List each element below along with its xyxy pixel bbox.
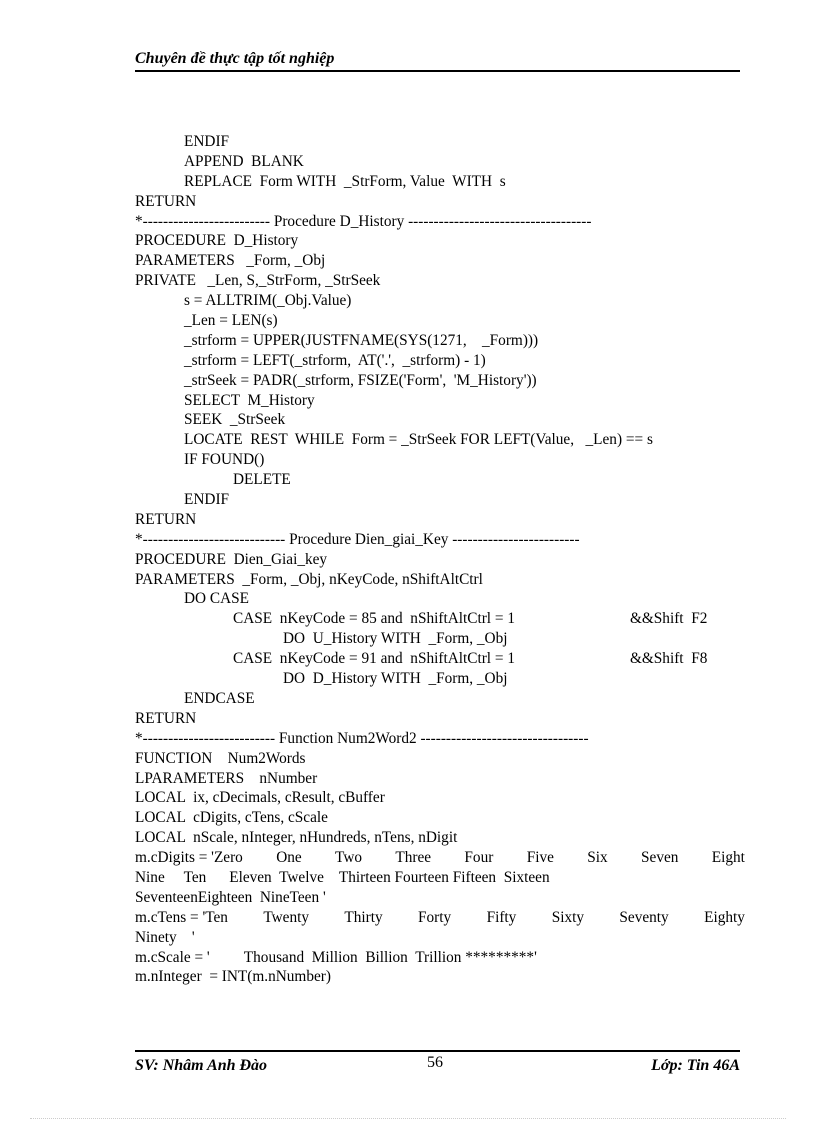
page-footer: [135, 1050, 740, 1076]
code-line: Ninety ': [135, 928, 195, 946]
section-divider: *---------------------------- Procedure Dien_giai_Key -------------------------: [135, 530, 580, 548]
code-line: DO CASE: [184, 590, 250, 608]
header-title: Chuyên đề thực tập tốt nghiệp: [135, 50, 335, 67]
code-line: RETURN: [135, 709, 197, 727]
code-line: IF FOUND(): [184, 451, 265, 469]
code-line: _strform = UPPER(JUSTFNAME(SYS(1271, _Form))): [184, 331, 539, 349]
code-listing: [135, 132, 745, 987]
code-line: LOCATE REST WHILE Form = _StrSeek FOR LEFT(Value, _Len) == s: [184, 431, 653, 449]
code-line: APPEND BLANK: [184, 152, 304, 170]
word: m.cTens = 'Ten: [135, 908, 228, 926]
code-line: _strSeek = PADR(_strform, FSIZE('Form', 'M_History')): [184, 371, 537, 389]
code-line: SEEK _StrSeek: [184, 411, 286, 429]
code-line: _strform = LEFT(_strform, AT('.', _strform) - 1): [184, 351, 486, 369]
code-line: PARAMETERS _Form, _Obj: [135, 252, 326, 270]
code-line: m.nInteger = INT(m.nNumber): [135, 968, 331, 986]
word: Twenty: [263, 908, 309, 926]
word: Two: [335, 849, 363, 867]
page-edge-divider: [30, 1118, 786, 1119]
code-line: FUNCTION Num2Words: [135, 749, 306, 767]
word: Four: [464, 849, 494, 867]
code-text: CASE nKeyCode = 85 and nShiftAltCtrl = 1: [233, 610, 515, 628]
code-line: REPLACE Form WITH _StrForm, Value WITH s: [184, 172, 506, 190]
word: Eight: [711, 849, 745, 867]
code-comment: &&Shift F2: [630, 610, 708, 628]
code-line: m.cScale = ' Thousand Million Billion Trillion *********': [135, 948, 537, 966]
code-line: DO U_History WITH _Form, _Obj: [283, 630, 508, 648]
code-line: ENDIF: [184, 491, 230, 509]
word: Thirty: [344, 908, 383, 926]
code-line: LOCAL ix, cDecimals, cResult, cBuffer: [135, 789, 385, 807]
code-line: [135, 908, 745, 928]
code-line: SELECT M_History: [184, 391, 315, 409]
code-line: LOCAL cDigits, cTens, cScale: [135, 809, 328, 827]
word: Fifty: [486, 908, 517, 926]
page-number: 56: [427, 1054, 443, 1071]
code-line: PRIVATE _Len, S,_StrForm, _StrSeek: [135, 272, 381, 290]
code-line: Nine Ten Eleven Twelve Thirteen Fourteen Fifteen Sixteen: [135, 868, 550, 886]
section-divider: *-------------------------- Function Num2Word2 ---------------------------------: [135, 729, 589, 747]
word: Three: [395, 849, 432, 867]
code-line: DELETE: [233, 471, 291, 489]
code-line: DO D_History WITH _Form, _Obj: [283, 670, 508, 688]
code-text: CASE nKeyCode = 91 and nShiftAltCtrl = 1: [233, 650, 515, 668]
code-comment: &&Shift F8: [630, 650, 708, 668]
code-line: s = ALLTRIM(_Obj.Value): [184, 292, 352, 310]
code-line: PROCEDURE D_History: [135, 232, 299, 250]
page-header: [135, 50, 740, 72]
code-line: ENDIF: [184, 133, 230, 150]
code-line: SeventeenEighteen NineTeen ': [135, 888, 326, 906]
code-line: _Len = LEN(s): [184, 312, 278, 330]
code-line: PROCEDURE Dien_Giai_key: [135, 550, 328, 568]
footer-class: Lớp: Tin 46A: [651, 1057, 740, 1074]
code-line: [135, 848, 745, 868]
code-line: LPARAMETERS nNumber: [135, 769, 318, 787]
word: Six: [587, 849, 608, 867]
code-line: PARAMETERS _Form, _Obj, nKeyCode, nShiftAltCtrl: [135, 570, 483, 588]
code-line: [135, 649, 745, 669]
word: One: [276, 849, 302, 867]
code-line: RETURN: [135, 192, 197, 210]
word: Seven: [641, 849, 679, 867]
word: Five: [526, 849, 554, 867]
code-line: RETURN: [135, 510, 197, 528]
footer-student: SV: Nhâm Anh Đào: [135, 1057, 268, 1074]
word: Seventy: [619, 908, 669, 926]
code-line: ENDCASE: [184, 689, 255, 707]
word: Eighty: [704, 908, 745, 926]
word: m.cDigits = 'Zero: [135, 849, 243, 867]
word: Forty: [418, 908, 452, 926]
section-divider: *------------------------- Procedure D_History ------------------------------------: [135, 212, 592, 230]
code-line: LOCAL nScale, nInteger, nHundreds, nTens, nDigit: [135, 829, 458, 847]
code-line: [135, 609, 745, 629]
word: Sixty: [551, 908, 585, 926]
